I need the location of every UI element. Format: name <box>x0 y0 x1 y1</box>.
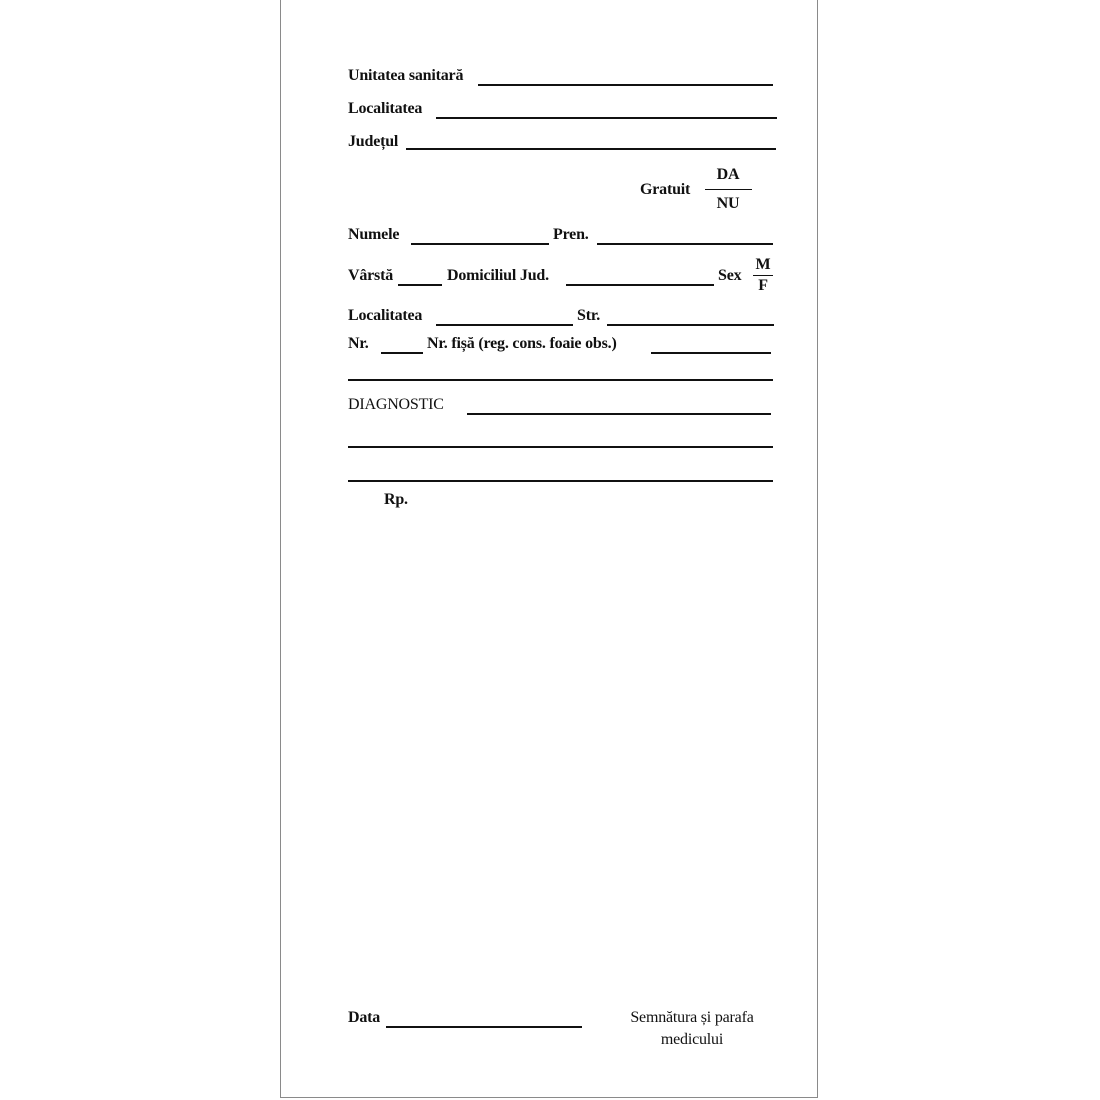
locality-label: Localitatea <box>348 100 423 117</box>
rp-label: Rp. <box>384 491 408 508</box>
diagnosis-line-2[interactable] <box>348 446 773 448</box>
date-label: Data <box>348 1009 381 1026</box>
street-field[interactable] <box>607 324 774 326</box>
free-label: Gratuit <box>640 181 691 198</box>
free-no-option[interactable]: NU <box>716 195 740 212</box>
street-label: Str. <box>577 307 601 324</box>
file-number-continuation-field[interactable] <box>348 379 773 381</box>
address-locality-label: Localitatea <box>348 307 423 324</box>
age-label: Vârstă <box>348 267 394 284</box>
sex-label: Sex <box>718 267 742 284</box>
locality-field[interactable] <box>436 117 777 119</box>
signature-label-line-2: medicului <box>660 1031 724 1048</box>
county-label: Județul <box>348 133 399 150</box>
diagnosis-line-3[interactable] <box>348 480 773 482</box>
free-yes-option[interactable]: DA <box>716 166 740 183</box>
residence-field[interactable] <box>566 284 714 286</box>
name-field[interactable] <box>411 243 549 245</box>
first-name-field[interactable] <box>597 243 773 245</box>
number-field[interactable] <box>381 352 423 354</box>
number-label: Nr. <box>348 335 369 352</box>
residence-label: Domiciliul Jud. <box>447 267 549 284</box>
diagnosis-field[interactable] <box>467 413 771 415</box>
name-label: Numele <box>348 226 400 243</box>
file-number-field[interactable] <box>651 352 771 354</box>
sex-male-option[interactable]: M <box>755 256 771 273</box>
sex-divider <box>753 275 773 276</box>
address-locality-field[interactable] <box>436 324 573 326</box>
county-field[interactable] <box>406 148 776 150</box>
first-name-label: Pren. <box>553 226 589 243</box>
date-field[interactable] <box>386 1026 582 1028</box>
signature-label-line-1: Semnătura și parafa <box>630 1009 754 1026</box>
unit-label: Unitatea sanitară <box>348 67 464 84</box>
file-number-label: Nr. fișă (reg. cons. foaie obs.) <box>427 335 617 352</box>
unit-field[interactable] <box>478 84 773 86</box>
sex-female-option[interactable]: F <box>758 277 768 294</box>
diagnosis-label: DIAGNOSTIC <box>348 396 444 413</box>
age-field[interactable] <box>398 284 442 286</box>
free-divider <box>705 189 752 190</box>
prescription-sheet <box>280 0 818 1098</box>
